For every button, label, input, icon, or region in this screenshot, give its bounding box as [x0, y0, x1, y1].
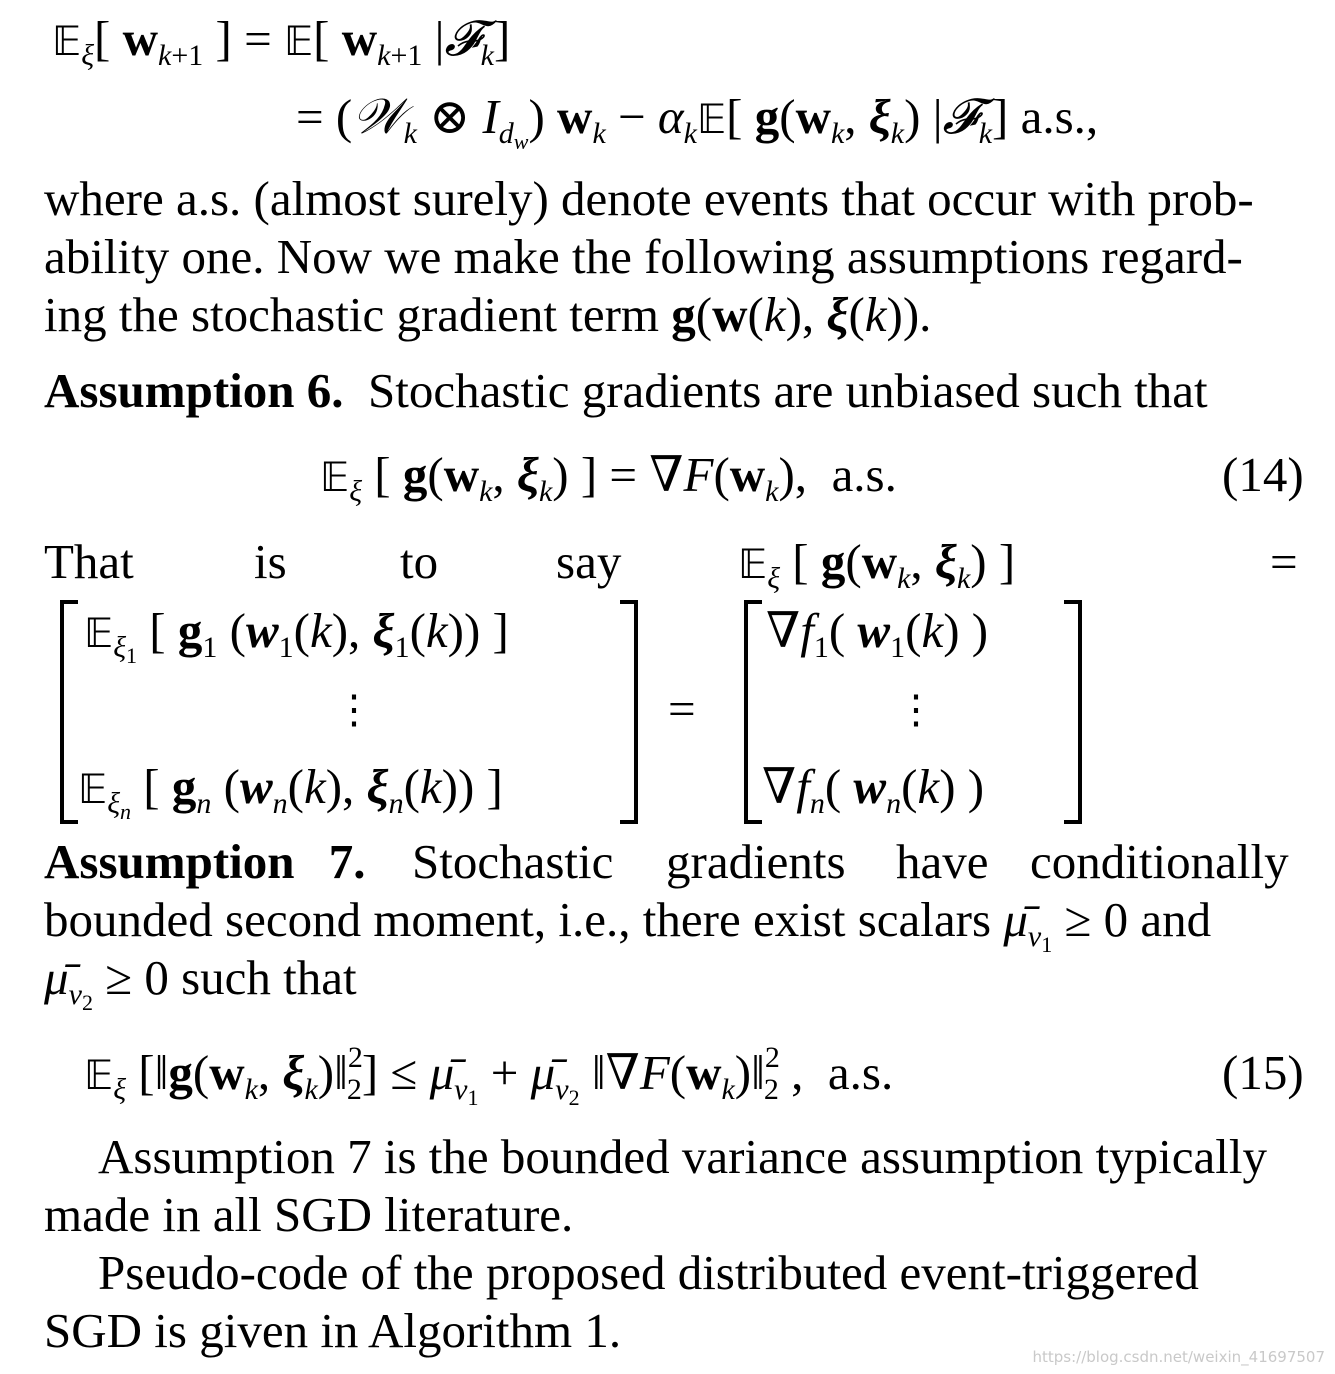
matrix-equals: =: [668, 681, 696, 736]
assumption-7-line-2: [44, 891, 1212, 957]
paragraph-text: ing the stochastic gradient term: [44, 287, 672, 342]
word: That: [44, 534, 134, 589]
paragraph-line: where a.s. (almost surely) denote events that occur with prob-: [44, 171, 1254, 226]
inline-math: 𝔼$_\xi$ [ $g(w_k$, $\xi_k$) ]: [738, 534, 1016, 595]
inline-math: g(w(k), ξ(k)).: [671, 287, 932, 342]
assumption-7-line-3: [44, 949, 357, 1015]
assumption-6: [44, 362, 1208, 420]
watermark: https://blog.csdn.net/weixin_41697507: [1032, 1348, 1325, 1366]
matrix-vdots: ⋮: [896, 687, 936, 732]
equation-line-2: = (𝒲$_k$ ⊗ $I_{d_w}$) $w_k$ − $\alpha_k𝔼$[ $g(w_k$, $\xi_k$) |𝓕$_k$] a.s.,: [296, 89, 1099, 154]
equals-sign: =: [1270, 534, 1298, 589]
matrix-row-n: $\nabla f_n$( $w_n(k)$ ): [762, 759, 985, 820]
matrix-vdots: ⋮: [334, 687, 374, 732]
inline-math: $\mū_{v_1} \ge 0$: [1003, 892, 1129, 957]
equation-number-14: (14): [1222, 447, 1304, 502]
paragraph-line: made in all SGD literature.: [44, 1187, 574, 1242]
word: Stochastic: [412, 834, 614, 889]
word: gradients: [666, 834, 846, 889]
paragraph-line: ability one. Now we make the following assumptions regard-: [44, 229, 1243, 284]
matrix-row-1: $\nabla f_1$( $w_1(k)$ ): [766, 603, 989, 664]
assumption-text: Stochastic gradients are unbiased such that: [368, 363, 1208, 418]
left-bracket: [744, 600, 762, 824]
equation-14: 𝔼$_\xi$ [ $g(w_k$, $\xi_k$) ] = $\nabla F(w_k)$, a.s.: [320, 447, 897, 508]
word: have: [896, 834, 989, 889]
inline-math: $\mū_{v_2} \ge 0$: [44, 950, 169, 1015]
paragraph-line: SGD is given in Algorithm 1.: [44, 1303, 622, 1358]
equation-number-15: (15): [1222, 1045, 1304, 1100]
assumption-text: bounded second moment, i.e., there exist scalars: [44, 892, 1004, 947]
paragraph-line: Pseudo-code of the proposed distributed event-triggered: [98, 1245, 1199, 1300]
equation-15: 𝔼$_\xi$ [$‖g(w_k$, $\xi_k)‖^2_2$] ≤ $\mū_{v_1}$ + $\mū_{v_2}$ $‖\nabla F(w_k)‖^2_2$ , a.s.: [84, 1041, 894, 1110]
word: to: [400, 534, 439, 589]
word: conditionally: [1030, 834, 1289, 889]
assumption-heading: Assumption 7.: [44, 834, 366, 889]
eq15-suffix: a.s.: [827, 1045, 894, 1100]
left-bracket: [60, 600, 78, 824]
matrix-row-n: 𝔼$_{\xi_n}$ [ $g_n$ ($w_n(k)$, $\xi_n(k)$) ]: [78, 759, 503, 824]
right-bracket: [620, 600, 638, 824]
assumption-text: such that: [168, 950, 357, 1005]
paragraph-line: [44, 286, 931, 344]
word: is: [254, 534, 287, 589]
matrix-row-1: 𝔼$_{\xi_1}$ [ $g_1$ ($w_1(k)$, $\xi_1(k)$) ]: [84, 603, 509, 668]
word: say: [556, 534, 622, 589]
assumption-heading: Assumption 6.: [44, 363, 344, 418]
equation-line-1: 𝔼$_\xi$[ $w_{k+1}$ ] = 𝔼[ $w_{k+1}$ |𝓕$_k$]: [52, 11, 511, 72]
paragraph-line: Assumption 7 is the bounded variance assumption typically: [98, 1129, 1268, 1184]
right-bracket: [1064, 600, 1082, 824]
assumption-text: and: [1128, 892, 1212, 947]
eq14-suffix: a.s.: [831, 447, 897, 502]
